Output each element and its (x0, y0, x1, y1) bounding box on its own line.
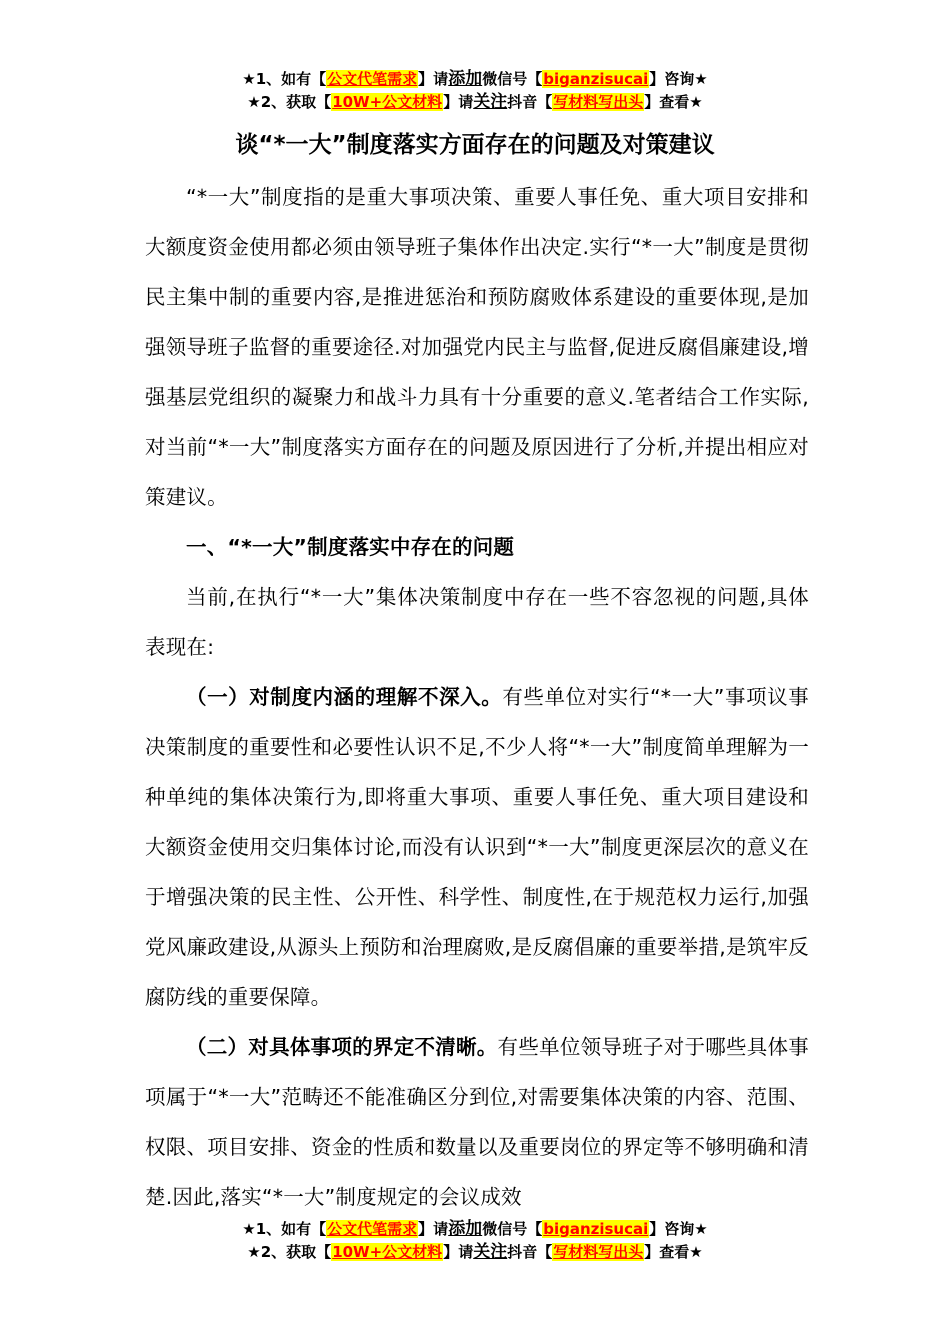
item-2-body: 有些单位领导班子对于哪些具体事项属于“*一大”范畴还不能准确区分到位,对需要集体决策的内容、范围、权限、项目安排、资金的性质和数量以及重要岗位的界定等不够明确和清楚.因此,落实“*一大”制度规定的会议成效 (145, 1035, 810, 1209)
service-highlight: 公文代笔需求 (327, 70, 418, 88)
banner-line-1: ★1、如有【公文代笔需求】请添加微信号【biganzisucai】咨询★ (242, 69, 708, 89)
banner-line-2: ★2、获取【10W+公文材料】请关注抖音【写材料写出头】查看★ (247, 92, 703, 112)
paragraph-intro: “*一大”制度指的是重大事项决策、重要人事任免、重大项目安排和大额度资金使用都必须由领导班子集体作出决定.实行“*一大”制度是贯彻民主集中制的重要内容,是推进惩治和预防腐败体系建设的重要体现,是加强领导班子监督的重要途径.对加强党内民主与监督,促进反腐倡廉建设,增强基层党组织的凝聚力和战斗力具有十分重要的意义.笔者结合工作实际,对当前“*一大”制度落实方面存在的问题及原因进行了分析,并提出相应对策建议。 (145, 185, 809, 509)
paragraph-problems-intro: 当前,在执行“*一大”集体决策制度中存在一些不容忽视的问题,具体表现在: (145, 585, 809, 659)
item-2-lead: （二）对具体事项的界定不清晰。 (186, 1035, 498, 1059)
document-title: 谈“*一大”制度落实方面存在的问题及对策建议 (235, 132, 715, 158)
header-banner (0, 68, 950, 114)
item-1-body: 有些单位对实行“*一大”事项议事决策制度的重要性和必要性认识不足,不少人将“*一大”制度简单理解为一种单纯的集体决策行为,即将重大事项、重要人事任免、重大项目建设和大额资金使用交归集体讨论,而没有认识到“*一大”制度更深层次的意义在于增强决策的民主性、公开性、科学性、制度性,在于规范权力运行,加强党风廉政建设,从源头上预防和治理腐败,是反腐倡廉的重要举措,是筑牢反腐防线的重要保障。 (145, 685, 809, 1009)
section-heading-1: 一、“*一大”制度落实中存在的问题 (186, 535, 515, 559)
footer-banner (0, 1218, 950, 1264)
paragraph-item-1 (145, 672, 809, 1022)
wechat-id-highlight: biganzisucai (543, 70, 649, 88)
footer-banner-line-1: ★1、如有【公文代笔需求】请添加微信号【biganzisucai】咨询★ (242, 1219, 708, 1239)
item-1-lead: （一）对制度内涵的理解不深入。 (186, 685, 503, 709)
footer-banner-line-2: ★2、获取【10W+公文材料】请关注抖音【写材料写出头】查看★ (247, 1242, 703, 1262)
douyin-id-highlight: 写材料写出头 (553, 93, 644, 111)
document-body (145, 172, 809, 1222)
materials-highlight: 10W+公文材料 (332, 93, 443, 111)
paragraph-item-2 (145, 1022, 809, 1222)
